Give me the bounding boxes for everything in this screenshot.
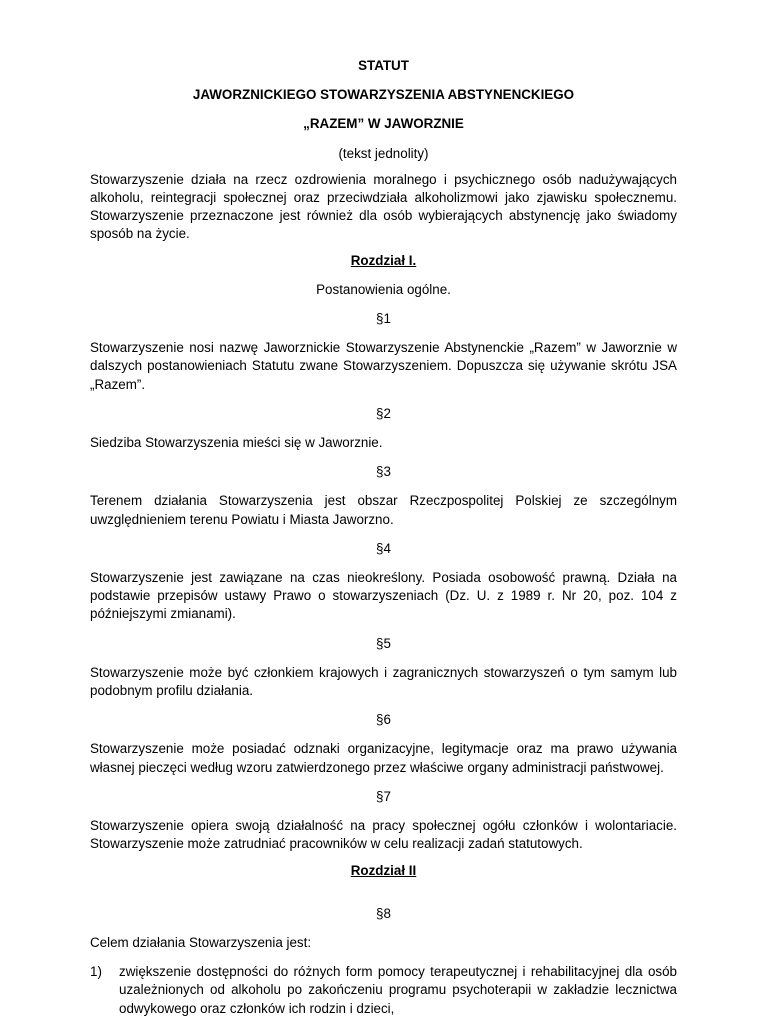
- section-8-lead: Celem działania Stowarzyszenia jest:: [90, 934, 312, 950]
- section-2-mark: §2: [376, 405, 391, 421]
- list-item-text: zwiększenie dostępności do różnych form pomocy terapeutycznej i rehabilitacyjnej dla osób uzależnionych od alkoholu po zakończeniu programu psychoterapii w zakładzie lecznictwa odwykowego oraz członków ich rodzin i dzieci,: [119, 964, 677, 1016]
- section-4-text: Stowarzyszenie jest zawiązane na czas nieokreślony. Posiada osobowość prawną. Działa na podstawie przepisów ustawy Prawo o stowarzyszeniach (Dz. U. z 1989 r. Nr 20, poz. 104 z późniejszymi zmianami).: [90, 570, 677, 622]
- list-item-number: 1): [90, 964, 102, 980]
- document-title: STATUT: [358, 58, 409, 73]
- section-6-text: Stowarzyszenie może posiadać odznaki organizacyjne, legitymacje oraz ma prawo używania własnej pieczęci według wzoru zatwierdzonego przez właściwe organy administracji państwowej.: [90, 741, 677, 775]
- document-page: [90, 57, 677, 1018]
- list-item: [90, 963, 677, 1018]
- section-3-mark: §3: [376, 464, 391, 480]
- section-3-text: Terenem działania Stowarzyszenia jest obszar Rzeczpospolitej Polskiej ze szczególnym uwzględnieniem terenu Powiatu i Miasta Jaworzno.: [90, 493, 677, 527]
- chapter-1-subheading: Postanowienia ogólne.: [316, 281, 451, 297]
- intro-paragraph: Stowarzyszenie działa na rzecz ozdrowienia moralnego i psychicznego osób nadużywających alkoholu, reintegracji społecznej oraz przeciwdziała alkoholizmowi jako zjawisku społecznemu. Stowarzyszenie przeznaczone jest również dla osób wybierających abstynencję jako świadomy sposób na życie.: [90, 171, 677, 242]
- section-1-mark: §1: [376, 311, 391, 327]
- section-5-mark: §5: [376, 635, 391, 651]
- organization-name: JAWORZNICKIEGO STOWARZYSZENIA ABSTYNENCKIEGO: [192, 87, 575, 103]
- section-2-text: Siedziba Stowarzyszenia mieści się w Jaworznie.: [90, 435, 383, 451]
- section-4-mark: §4: [376, 540, 391, 556]
- section-7-mark: §7: [376, 788, 391, 804]
- section-6-mark: §6: [376, 712, 391, 728]
- section-5-text: Stowarzyszenie może być członkiem krajowych i zagranicznych stowarzyszeń o tym samym lub podobnym profilu działania.: [90, 664, 677, 699]
- chapter-2-spacer: [90, 880, 677, 905]
- section-7-text: Stowarzyszenie opiera swoją działalność na pracy społecznej ogółu członków i wolontariacie. Stowarzyszenie może zatrudniać pracowników w celu realizacji zadań statutowych.: [90, 818, 677, 852]
- section-8-mark: §8: [376, 905, 391, 921]
- chapter-2-heading: Rozdział II: [350, 862, 417, 878]
- organization-city: „RAZEM” W JAWORZNIE: [303, 116, 464, 132]
- chapter-1-heading: Rozdział I.: [350, 252, 417, 268]
- document-subtitle: (tekst jednolity): [338, 145, 429, 161]
- section-1-text: Stowarzyszenie nosi nazwę Jaworznickie Stowarzyszenie Abstynenckie „Razem” w Jaworznie w dalszych postanowieniach Statutu zwane Stowarzyszeniem. Dopuszcza się używanie skrótu JSA „Razem”.: [90, 340, 677, 392]
